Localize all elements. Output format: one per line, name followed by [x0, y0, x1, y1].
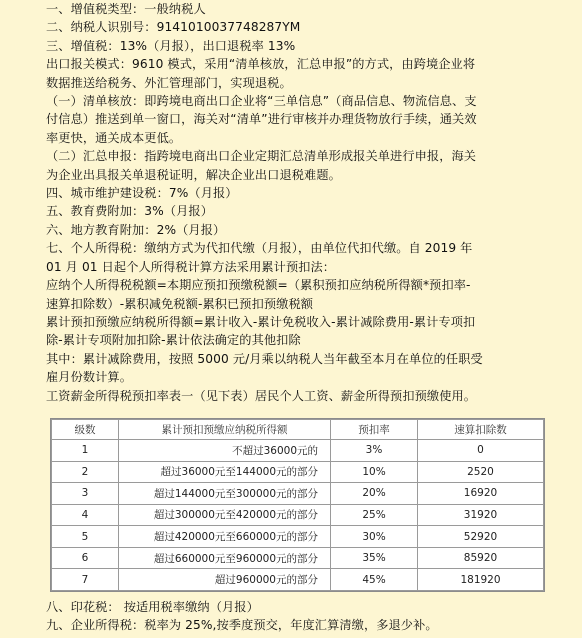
table-row	[52, 483, 544, 505]
summary-declaration-line-2: 为企业出具报关单退税证明，解决企业出口退税难题。	[46, 167, 341, 182]
cell-rate: 35%	[331, 547, 418, 569]
list-release-line-3: 率更快，通关成本更低。	[46, 130, 182, 145]
cell-level: 6	[52, 547, 119, 569]
urban-construction-tax-line: 四、城市维护建设税：7%（月报）	[46, 186, 238, 201]
personal-income-tax-line-1: 七、个人所得税：缴纳方式为代扣代缴（月报），由单位代扣代缴。自 2019 年	[46, 241, 473, 256]
withholding-rate-table-container	[50, 418, 545, 592]
cell-level: 3	[52, 483, 119, 505]
cell-level: 4	[52, 504, 119, 526]
export-mode-line-1: 出口报关模式：9610 模式，采用“清单核放，汇总申报”的方式，由跨境企业将	[46, 57, 476, 72]
table-row	[52, 547, 544, 569]
cell-level: 1	[52, 440, 119, 462]
cell-deduction: 16920	[418, 483, 544, 505]
header-quick-deduction: 速算扣除数	[418, 420, 544, 440]
cell-deduction: 2520	[418, 461, 544, 483]
table-row	[52, 526, 544, 548]
stamp-duty-line: 八、印花税： 按适用税率缴纳（月报）	[46, 600, 259, 614]
tax-text-bottom	[46, 598, 438, 635]
taxpayer-id-line: 二、纳税人识别号：9141010037748287YM	[46, 20, 301, 35]
header-taxable-income: 累计预扣预缴应纳税所得额	[119, 420, 331, 440]
cell-rate: 20%	[331, 483, 418, 505]
vat-rate-line: 三、增值税：13%（月报），出口退税率 13%	[46, 38, 296, 53]
taxable-income-formula-line-2: 除-累计专项附加扣除-累计依法确定的其他扣除	[46, 333, 301, 348]
cell-deduction: 181920	[418, 569, 544, 591]
tax-formula-line-2: 速算扣除数）-累积减免税额-累积已预扣预缴税额	[46, 296, 314, 311]
header-level: 级数	[52, 420, 119, 440]
cell-deduction: 31920	[418, 504, 544, 526]
rate-table-caption: 工资薪金所得税预扣率表一（见下表）居民个人工资、薪金所得预扣预缴使用。	[46, 388, 477, 403]
deduction-note-line-1: 其中：累计减除费用，按照 5000 元/月乘以纳税人当年截至本月在单位的任职受	[46, 351, 483, 366]
cell-range: 超过36000元至144000元的部分	[119, 461, 331, 483]
list-release-line-2: 付信息）推送到单一窗口，海关对“清单”进行审核并办理货物放行手续，通关效	[46, 112, 477, 127]
education-surcharge-line: 五、教育费附加：3%（月报）	[46, 204, 213, 219]
cell-range: 超过960000元的部分	[119, 569, 331, 591]
cell-range: 不超过36000元的	[119, 440, 331, 462]
cell-level: 2	[52, 461, 119, 483]
vat-type-line: 一、增值税类型：一般纳税人	[46, 2, 206, 16]
cell-range: 超过144000元至300000元的部分	[119, 483, 331, 505]
cell-rate: 30%	[331, 526, 418, 548]
cell-deduction: 0	[418, 440, 544, 462]
table-header-row	[52, 420, 544, 440]
list-release-line-1: （一）清单核放：即跨境电商出口企业将“三单信息”（商品信息、物流信息、支	[46, 94, 477, 109]
export-mode-line-2: 数据推送给税务、外汇管理部门，实现退税。	[46, 75, 292, 90]
personal-income-tax-line-2: 01 月 01 日起个人所得税计算方法采用累计预扣法：	[46, 259, 336, 274]
withholding-rate-table	[51, 419, 544, 591]
deduction-note-line-2: 雇月份数计算。	[46, 370, 133, 385]
cell-rate: 3%	[331, 440, 418, 462]
cell-range: 超过300000元至420000元的部分	[119, 504, 331, 526]
table-row	[52, 504, 544, 526]
table-row	[52, 440, 544, 462]
table-row	[52, 569, 544, 591]
taxable-income-formula-line-1: 累计预扣预缴应纳税所得额=累计收入-累计免税收入-累计减除费用-累计专项扣	[46, 314, 476, 329]
table-row	[52, 461, 544, 483]
corporate-income-tax-line: 九、企业所得税：税率为 25%,按季度预交，年度汇算清缴，多退少补。	[46, 618, 438, 633]
tax-formula-line-1: 应纳个人所得税税额=本期应预扣预缴税额=（累积预扣应纳税所得额*预扣率-	[46, 278, 471, 293]
cell-rate: 45%	[331, 569, 418, 591]
cell-rate: 25%	[331, 504, 418, 526]
cell-deduction: 85920	[418, 547, 544, 569]
cell-range: 超过420000元至660000元的部分	[119, 526, 331, 548]
header-rate: 预扣率	[331, 420, 418, 440]
local-education-surcharge-line: 六、地方教育附加：2%（月报）	[46, 222, 226, 237]
cell-range: 超过660000元至960000元的部分	[119, 547, 331, 569]
cell-level: 7	[52, 569, 119, 591]
cell-deduction: 52920	[418, 526, 544, 548]
cell-level: 5	[52, 526, 119, 548]
summary-declaration-line-1: （二）汇总申报：指跨境电商出口企业定期汇总清单形成报关单进行申报，海关	[46, 149, 477, 164]
cell-rate: 10%	[331, 461, 418, 483]
